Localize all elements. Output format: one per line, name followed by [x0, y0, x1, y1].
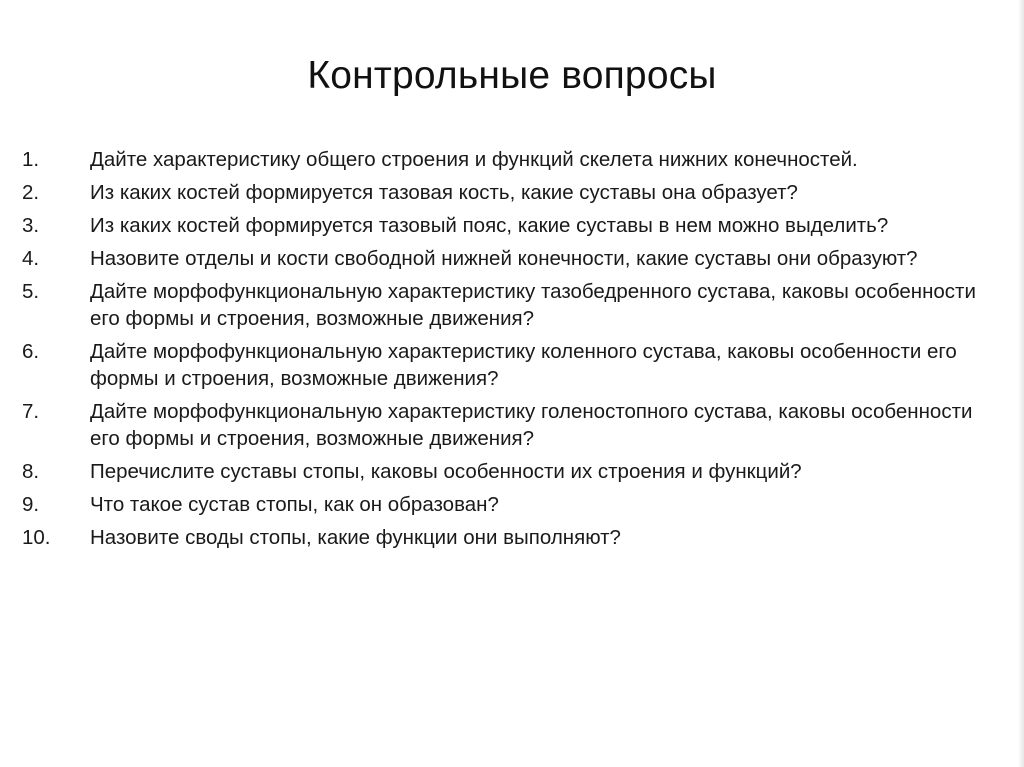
slide-edge-shadow: [1018, 0, 1024, 767]
question-text: Дайте морфофункциональную характеристику тазобедренного сустава, каковы особенности его формы и строения, возможные движения?: [90, 280, 976, 330]
question-number: 1.: [22, 148, 40, 171]
question-number: 4.: [22, 247, 40, 270]
question-text: Назовите отделы и кости свободной нижней конечности, какие суставы они образуют?: [90, 247, 918, 270]
question-text: Из каких костей формируется тазовая кость, какие суставы она образует?: [90, 181, 798, 204]
question-text: Что такое сустав стопы, как он образован?: [90, 493, 499, 516]
question-number: 8.: [22, 460, 40, 483]
question-text: Дайте морфофункциональную характеристику голеностопного сустава, каковы особенности его формы и строения, возможные движения?: [90, 400, 973, 450]
question-item: [22, 212, 1002, 239]
question-number: 9.: [22, 493, 40, 516]
question-number: 6.: [22, 340, 40, 363]
question-item: [22, 245, 1002, 272]
question-number: 5.: [22, 280, 40, 303]
question-item: [22, 398, 1002, 452]
question-item: [22, 458, 1002, 485]
question-number: 7.: [22, 400, 40, 423]
question-list: [22, 146, 1002, 557]
question-text: Назовите своды стопы, какие функции они выполняют?: [90, 526, 621, 549]
question-text: Из каких костей формируется тазовый пояс, какие суставы в нем можно выделить?: [90, 214, 889, 237]
question-text: Перечислите суставы стопы, каковы особенности их строения и функций?: [90, 460, 802, 483]
question-number: 3.: [22, 214, 40, 237]
question-item: [22, 146, 1002, 173]
question-item: [22, 491, 1002, 518]
question-item: [22, 278, 1002, 332]
question-item: [22, 524, 1002, 551]
question-text: Дайте характеристику общего строения и функций скелета нижних конечностей.: [90, 148, 858, 171]
question-item: [22, 179, 1002, 206]
slide-title: Контрольные вопросы: [307, 54, 717, 97]
question-item: [22, 338, 1002, 392]
question-text: Дайте морфофункциональную характеристику коленного сустава, каковы особенности его формы и строения, возможные движения?: [90, 340, 957, 390]
question-number: 10.: [22, 526, 51, 549]
question-number: 2.: [22, 181, 40, 204]
